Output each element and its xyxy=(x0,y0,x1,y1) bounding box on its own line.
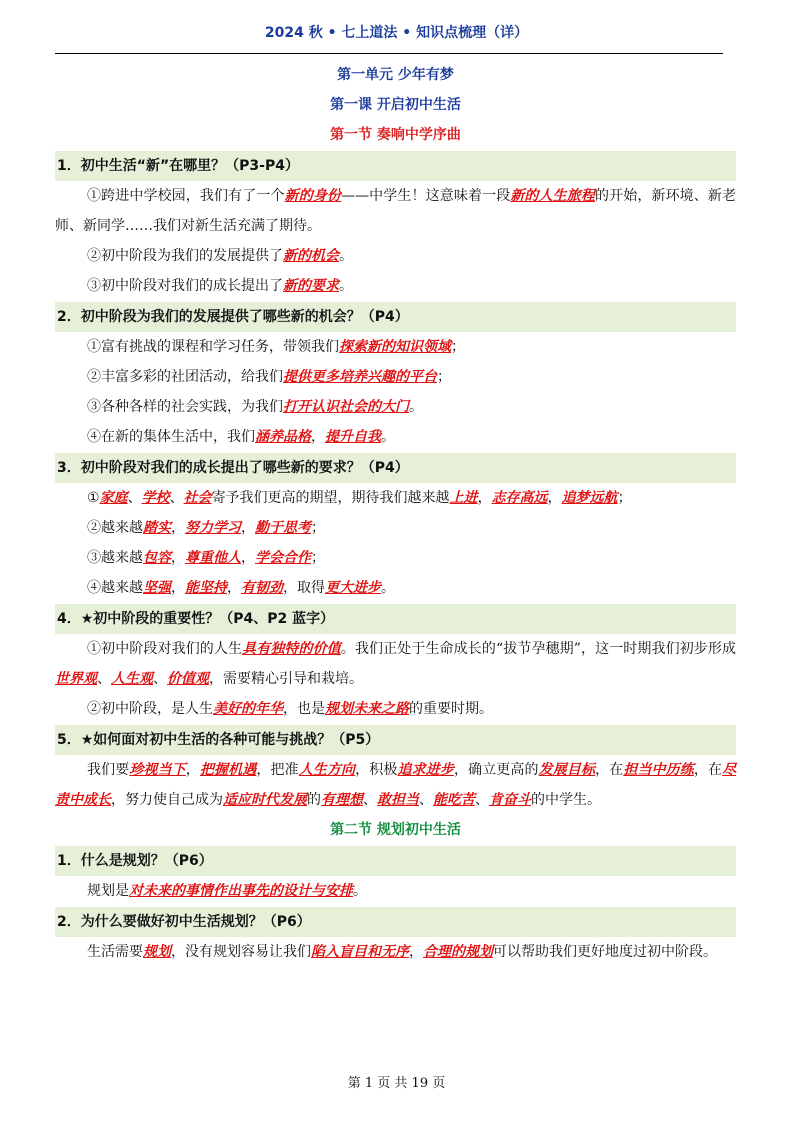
question-heading: 3．初中阶段对我们的成长提出了哪些新的要求？（P4） xyxy=(55,453,736,483)
text: ①富有挑战的课程和学习任务，带领我们 xyxy=(87,339,339,355)
key-term: 对未来的事情作出事先的设计与安排 xyxy=(129,883,353,899)
answer-paragraph xyxy=(55,755,736,815)
question-heading: 2．为什么要做好初中生活规划？（P6） xyxy=(55,907,736,937)
text: 、 xyxy=(475,792,489,808)
text: ③初中阶段对我们的成长提出了 xyxy=(87,278,283,294)
text: 的重要时期。 xyxy=(409,701,493,717)
text: 。我们正处于生命成长的“拔节孕穗期”，这一时期我们初步形成 xyxy=(340,641,737,657)
key-term: 具有独特的价值 xyxy=(242,641,341,657)
text: ，把准 xyxy=(256,762,299,778)
key-term: 包容 xyxy=(143,550,171,566)
text: ，需要精心引导和栽培。 xyxy=(209,671,363,687)
text: ，也是 xyxy=(283,701,325,717)
key-term: 踏实 xyxy=(143,520,171,536)
text: ③越来越 xyxy=(87,550,143,566)
text: ， xyxy=(227,580,241,596)
text: ； xyxy=(311,550,325,566)
text: 可以帮助我们更好地度过初中阶段。 xyxy=(493,944,717,960)
text: ——中学生！这意味着一段 xyxy=(341,188,511,204)
text: ， xyxy=(311,429,325,445)
key-term: 新的人生旅程 xyxy=(510,188,595,204)
lesson-title: 第一课 开启初中生活 xyxy=(330,97,461,113)
text: ， xyxy=(171,550,185,566)
key-term: 担当中历练 xyxy=(623,762,694,778)
key-term: 学校 xyxy=(141,490,170,506)
text: ②丰富多彩的社团活动，给我们 xyxy=(87,369,283,385)
text: 、 xyxy=(97,671,111,687)
text: 生活需要 xyxy=(87,944,143,960)
unit-title: 第一单元 少年有梦 xyxy=(337,67,454,83)
answer-paragraph xyxy=(55,332,736,362)
text: ①跨进中学校园，我们有了一个 xyxy=(87,188,285,204)
text: ① xyxy=(87,490,100,506)
key-term: 规划未来之路 xyxy=(325,701,409,717)
question-heading: 4．★初中阶段的重要性？（P4、P2 蓝字） xyxy=(55,604,736,634)
key-term: 人生方向 xyxy=(298,762,356,778)
key-term: 珍视当下 xyxy=(129,762,186,778)
key-term: 上进 xyxy=(449,490,478,506)
key-term: 合理的规划 xyxy=(423,944,493,960)
answer-paragraph xyxy=(55,422,736,452)
key-term: 美好的年华 xyxy=(213,701,283,717)
text: ， xyxy=(241,520,255,536)
answer-paragraph xyxy=(55,694,736,724)
text: 规划是 xyxy=(87,883,129,899)
text: ②初中阶段为我们的发展提供了 xyxy=(87,248,283,264)
text: ②初中阶段，是人生 xyxy=(87,701,213,717)
page-header-title: 2024 秋 • 七上道法 • 知识点梳理（详） xyxy=(264,25,529,41)
key-term: 提供更多培养兴趣的平台 xyxy=(283,369,437,385)
text: ①初中阶段对我们的人生 xyxy=(87,641,243,657)
key-term: 陷入盲目和无序 xyxy=(311,944,409,960)
text: ，取得 xyxy=(283,580,325,596)
text: 我们要 xyxy=(87,762,130,778)
key-term: 把握机遇 xyxy=(199,762,257,778)
key-term: 发展目标 xyxy=(538,762,596,778)
section-title: 第二节 规划初中生活 xyxy=(330,822,461,838)
key-term: 有韧劲 xyxy=(241,580,283,596)
text: ，确立更高的 xyxy=(453,762,539,778)
key-term: 世界观 xyxy=(55,671,97,687)
key-term: 追梦远航 xyxy=(561,490,618,506)
question-heading: 2．初中阶段为我们的发展提供了哪些新的机会？（P4） xyxy=(55,302,736,332)
key-term: 追求进步 xyxy=(397,762,454,778)
key-term: 适应时代发展 xyxy=(223,792,307,808)
key-term: 有理想 xyxy=(321,792,363,808)
text: ， xyxy=(241,550,255,566)
text: ， xyxy=(171,580,185,596)
text: ，努力使自己成为 xyxy=(111,792,223,808)
text: ； xyxy=(311,520,325,536)
text: 。 xyxy=(381,580,395,596)
key-term: 新的身份 xyxy=(284,188,342,204)
key-term: 敢担当 xyxy=(377,792,419,808)
key-term: 尽责中成长 xyxy=(55,762,737,808)
key-term: 社会 xyxy=(183,490,212,506)
answer-paragraph xyxy=(55,543,736,573)
text: 、 xyxy=(153,671,167,687)
key-term: 探索新的知识领域 xyxy=(339,339,451,355)
text: 。 xyxy=(339,248,353,264)
answer-paragraph xyxy=(55,271,736,301)
text: 的 xyxy=(307,792,321,808)
text: ； xyxy=(451,339,465,355)
text: ，没有规划容易让我们 xyxy=(171,944,311,960)
key-term: 涵养品格 xyxy=(255,429,311,445)
text: 、 xyxy=(169,490,184,506)
answer-paragraph xyxy=(55,634,736,694)
question-heading: 1．什么是规划？（P6） xyxy=(55,846,736,876)
text: 、 xyxy=(419,792,433,808)
answer-paragraph xyxy=(55,181,736,241)
text: ， xyxy=(185,762,200,778)
question-heading: 1．初中生活“新”在哪里？（P3-P4） xyxy=(55,151,736,181)
key-term: 更大进步 xyxy=(325,580,381,596)
text: ，在 xyxy=(595,762,624,778)
key-term: 学会合作 xyxy=(255,550,311,566)
text: 的开始，新环境、新老师、新同学……我们对新生活充满了期待。 xyxy=(55,188,737,234)
key-term: 价值观 xyxy=(167,671,209,687)
document-body xyxy=(55,60,736,967)
key-term: 尊重他人 xyxy=(185,550,241,566)
key-term: 能吃苦 xyxy=(433,792,475,808)
section-title: 第一节 奏响中学序曲 xyxy=(330,127,461,143)
text: ， xyxy=(171,520,185,536)
key-term: 家庭 xyxy=(99,490,128,506)
text: ，在 xyxy=(693,762,723,778)
text: ③各种各样的社会实践，为我们 xyxy=(87,399,283,415)
page-footer: 第 1 页 共 19 页 xyxy=(347,1076,446,1091)
key-term: 新的要求 xyxy=(283,278,339,294)
text: 。 xyxy=(381,429,395,445)
text: ， xyxy=(547,490,562,506)
answer-paragraph xyxy=(55,362,736,392)
text: 、 xyxy=(363,792,377,808)
key-term: 人生观 xyxy=(111,671,153,687)
text: ④越来越 xyxy=(87,580,143,596)
text: 。 xyxy=(409,399,423,415)
answer-paragraph xyxy=(55,241,736,271)
answer-paragraph xyxy=(55,876,736,906)
key-term: 努力学习 xyxy=(185,520,241,536)
key-term: 能坚持 xyxy=(185,580,227,596)
text: 、 xyxy=(127,490,142,506)
key-term: 志存高远 xyxy=(491,490,548,506)
answer-paragraph xyxy=(55,483,736,513)
answer-paragraph xyxy=(55,513,736,543)
key-term: 肯奋斗 xyxy=(489,792,531,808)
key-term: 打开认识社会的大门 xyxy=(283,399,409,415)
text: ，积极 xyxy=(355,762,398,778)
text: ， xyxy=(409,944,423,960)
text: ； xyxy=(437,369,451,385)
header-divider xyxy=(55,53,723,54)
key-term: 坚强 xyxy=(143,580,171,596)
text: 寄予我们更高的期望，期待我们越来越 xyxy=(211,490,450,506)
key-term: 勤于思考 xyxy=(255,520,311,536)
text: 。 xyxy=(353,883,367,899)
text: ②越来越 xyxy=(87,520,143,536)
answer-paragraph xyxy=(55,573,736,603)
answer-paragraph xyxy=(55,392,736,422)
question-heading: 5．★如何面对初中生活的各种可能与挑战？（P5） xyxy=(55,725,736,755)
key-term: 提升自我 xyxy=(325,429,381,445)
text: 。 xyxy=(339,278,353,294)
key-term: 新的机会 xyxy=(283,248,339,264)
text: ， xyxy=(477,490,492,506)
key-term: 规划 xyxy=(143,944,171,960)
text: 的中学生。 xyxy=(531,792,601,808)
text: ④在新的集体生活中，我们 xyxy=(87,429,255,445)
answer-paragraph xyxy=(55,937,736,967)
text: ； xyxy=(617,490,632,506)
